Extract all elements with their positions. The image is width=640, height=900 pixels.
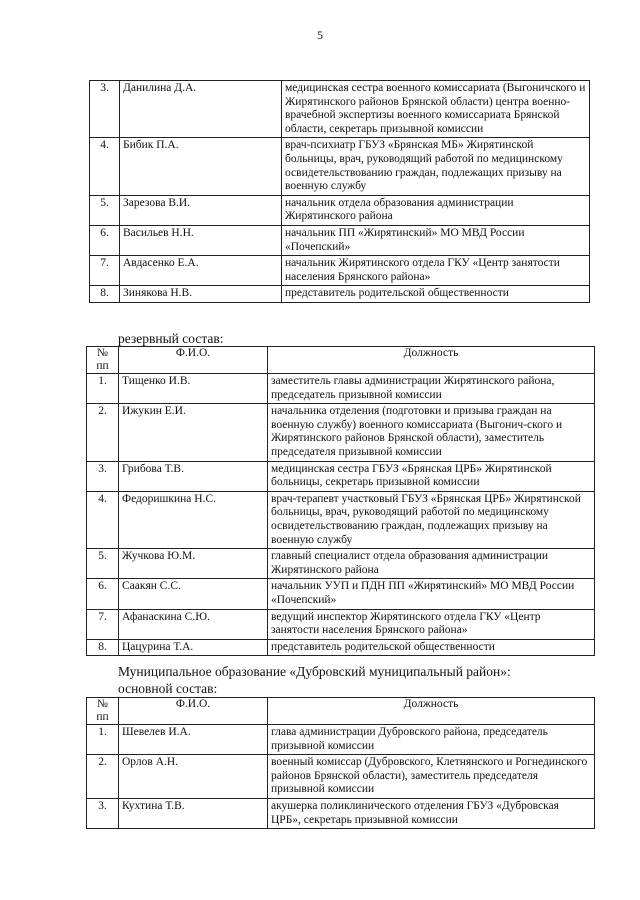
table-row [87,725,595,755]
member-position: начальник отдела образования администрации Жирятинского района [282,195,590,225]
row-number: 3. [87,461,119,491]
table-header-row [87,347,595,374]
member-position: врач-терапевт участковый ГБУЗ «Брянская ЦРБ» Жирятинской больницы, врач, руководящий работой по медицинскому освидетельствованию граждан, подлежащих призыву на военную службу [268,491,595,548]
member-position: начальник УУП и ПДН ПП «Жирятинский» МО МВД России «Почепский» [268,579,595,609]
header-number: № пп [87,698,119,725]
header-number: № пп [87,347,119,374]
table-row [90,195,590,225]
member-name: Данилина Д.А. [120,81,282,138]
member-name: Саакян С.С. [119,579,268,609]
member-position: военный комиссар (Дубровского, Клетнянского и Рогнединского районов Брянской области), заместитель председателя призывной комиссии [268,755,595,799]
table-row [90,81,590,138]
header-name: Ф.И.О. [119,698,268,725]
dubrovsky-district-heading [118,663,511,697]
page-number: 5 [317,28,323,42]
member-name: Авдасенко Е.А. [120,256,282,286]
member-name: Федоришкина Н.С. [119,491,268,548]
table-row [87,609,595,639]
dubrovsky-main-composition-table [86,697,595,829]
member-name: Тищенко И.В. [119,374,268,404]
table-row [87,579,595,609]
member-name: Зинякова Н.В. [120,286,282,303]
table-row [90,286,590,303]
table-row [87,374,595,404]
table-row [87,639,595,656]
member-name: Ижукин Е.И. [119,404,268,461]
member-name: Зарезова В.И. [120,195,282,225]
table-row [87,404,595,461]
row-number: 1. [87,725,119,755]
main-composition-table-continued [89,80,590,303]
row-number: 8. [87,639,119,656]
member-name: Грибова Т.В. [119,461,268,491]
row-number: 3. [90,81,120,138]
row-number: 1. [87,374,119,404]
member-position: представитель родительской общественности [268,639,595,656]
table-row [87,755,595,799]
row-number: 3. [87,798,119,828]
table-header-row [87,698,595,725]
row-number: 2. [87,404,119,461]
member-position: медицинская сестра ГБУЗ «Брянская ЦРБ» Жирятинской больницы, секретарь призывной комиссии [268,461,595,491]
member-position: начальник ПП «Жирятинский» МО МВД России «Почепский» [282,225,590,255]
member-position: акушерка поликлинического отделения ГБУЗ «Дубровская ЦРБ», секретарь призывной комиссии [268,798,595,828]
table-row [87,798,595,828]
member-position: глава администрации Дубровского района, председатель призывной комиссии [268,725,595,755]
member-name: Бибик П.А. [120,138,282,195]
row-number: 4. [87,491,119,548]
row-number: 5. [90,195,120,225]
table-row [87,549,595,579]
member-position: врач-психиатр ГБУЗ «Брянская МБ» Жирятинской больницы, врач, руководящий работой по медицинскому освидетельствованию граждан, подлежащих призыву на военную службу [282,138,590,195]
member-name: Орлов А.Н. [119,755,268,799]
row-number: 6. [87,579,119,609]
row-number: 8. [90,286,120,303]
reserve-composition-table [86,346,595,656]
row-number: 7. [87,609,119,639]
member-position: представитель родительской общественности [282,286,590,303]
member-position: главный специалист отдела образования администрации Жирятинского района [268,549,595,579]
table-row [90,138,590,195]
row-number: 6. [90,225,120,255]
member-name: Цацурина Т.А. [119,639,268,656]
row-number: 2. [87,755,119,799]
member-position: начальник Жирятинского отдела ГКУ «Центр занятости населения Брянского района» [282,256,590,286]
member-position: медицинская сестра военного комиссариата (Выгоничского и Жирятинского районов Брянской области) центра военно-врачебной экспертизы военного комиссариата Брянской области, секретарь призывной комиссии [282,81,590,138]
member-position: ведущий инспектор Жирятинского отдела ГКУ «Центр занятости населения Брянского района» [268,609,595,639]
header-name: Ф.И.О. [119,347,268,374]
main-composition-heading: основной состав: [118,681,218,696]
member-name: Шевелев И.А. [119,725,268,755]
table-row [87,461,595,491]
member-name: Кухтина Т.В. [119,798,268,828]
table-row [87,491,595,548]
row-number: 7. [90,256,120,286]
header-position: Должность [268,698,595,725]
row-number: 5. [87,549,119,579]
member-position: заместитель главы администрации Жирятинского района, председатель призывной комиссии [268,374,595,404]
table-row [90,225,590,255]
member-name: Жучкова Ю.М. [119,549,268,579]
table-row [90,256,590,286]
row-number: 4. [90,138,120,195]
header-position: Должность [268,347,595,374]
member-name: Васильев Н.Н. [120,225,282,255]
member-name: Афанаскина С.Ю. [119,609,268,639]
municipality-title: Муниципальное образование «Дубровский муниципальный район»: [118,664,511,679]
reserve-composition-heading: резервный состав: [118,331,224,346]
member-position: начальника отделения (подготовки и призыва граждан на военную службу) военного комиссариата (Выгонич-ского и Жирятинского районов Брянской области), заместитель председателя призывной комиссии [268,404,595,461]
